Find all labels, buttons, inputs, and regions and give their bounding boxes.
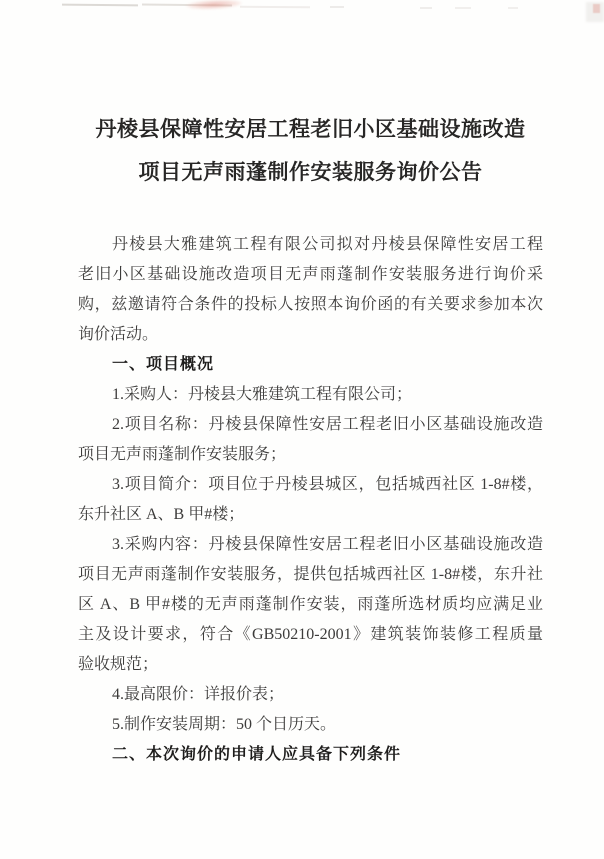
scan-edge-artifact [62, 4, 138, 7]
paragraph-line: 询价活动。 [78, 326, 159, 343]
paragraph-line: 区 A、B 甲#楼的无声雨蓬制作安装，雨蓬所选材质均应满足业 [78, 596, 543, 613]
scan-edge-artifact [420, 7, 432, 9]
paragraph-line: 验收规范； [78, 656, 159, 673]
paragraph-line: 项目无声雨蓬制作安装服务，提供包括城西社区 1-8#楼，东升社 [78, 566, 543, 583]
scan-edge-artifact [240, 6, 310, 8]
paragraph-line: 东升社区 A、B 甲#楼； [78, 506, 245, 523]
paragraph-line: 5.制作安装周期：50 个日历天。 [112, 716, 337, 733]
notice-title-line: 丹棱县保障性安居工程老旧小区基础设施改造 [95, 117, 526, 141]
scan-edge-artifact [142, 4, 232, 7]
scan-corner-artifact [586, 2, 604, 22]
red-stamp-smudge [186, 0, 242, 10]
paragraph-line: 3.项目简介：项目位于丹棱县城区，包括城西社区 1-8#楼， [112, 476, 543, 493]
paragraph-line: 丹棱县大雅建筑工程有限公司拟对丹棱县保障性安居工程 [112, 236, 543, 253]
notice-body [78, 230, 543, 770]
paragraph-line: 1.采购人：丹棱县大雅建筑工程有限公司； [112, 386, 413, 403]
notice-title-line: 项目无声雨蓬制作安装服务询价公告 [138, 160, 483, 184]
section-heading-1: 一、项目概况 [112, 356, 215, 373]
paragraph-line: 3.采购内容：丹棱县保障性安居工程老旧小区基础设施改造 [112, 536, 543, 553]
section-heading-2: 二、本次询价的申请人应具备下列条件 [112, 746, 402, 763]
paragraph-line: 主及设计要求，符合《GB50210-2001》建筑装饰装修工程质量 [78, 626, 543, 643]
scan-edge-artifact [330, 6, 344, 8]
paragraph-line: 项目无声雨蓬制作安装服务； [78, 446, 287, 463]
scan-edge-artifact [455, 7, 471, 9]
paragraph-line: 购，兹邀请符合条件的投标人按照本询价函的有关要求参加本次 [78, 296, 543, 313]
scan-edge-artifact [508, 7, 518, 9]
notice-title [78, 108, 543, 194]
paragraph-line: 2.项目名称：丹棱县保障性安居工程老旧小区基础设施改造 [112, 416, 543, 433]
paragraph-line: 4.最高限价：详报价表； [112, 686, 285, 703]
paragraph-line: 老旧小区基础设施改造项目无声雨蓬制作安装服务进行询价采 [78, 266, 543, 283]
red-corner-mark [593, 4, 600, 13]
